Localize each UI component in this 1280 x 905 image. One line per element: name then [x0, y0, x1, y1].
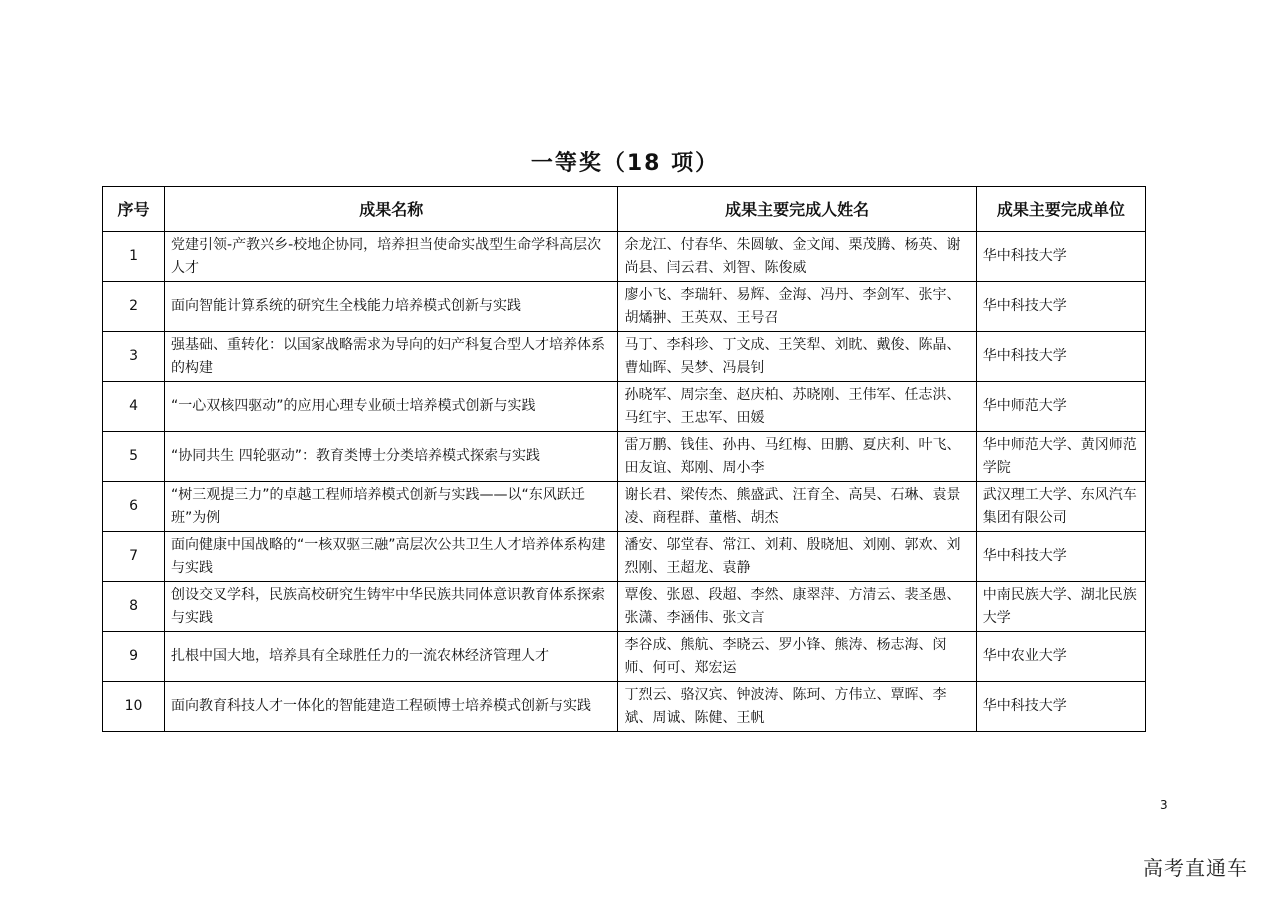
- institution: 武汉理工大学、东风汽车集团有限公司: [976, 482, 1145, 532]
- table-row: [103, 682, 1146, 732]
- table-header-row: [103, 187, 1146, 232]
- row-number: 1: [103, 232, 165, 282]
- contributors: 廖小飞、李瑞轩、易辉、金海、冯丹、李剑军、张宇、胡燏翀、王英双、王号召: [618, 282, 976, 332]
- header-number: 序号: [103, 187, 165, 232]
- document-title: 一等奖（18 项）: [530, 151, 720, 176]
- achievement-title: 创设交叉学科，民族高校研究生铸牢中华民族共同体意识教育体系探索与实践: [165, 582, 618, 632]
- page-number: 3: [1160, 798, 1168, 812]
- row-number: 6: [103, 482, 165, 532]
- header-people: 成果主要完成人姓名: [618, 187, 976, 232]
- contributors: 李谷成、熊航、李晓云、罗小锋、熊涛、杨志海、闵师、何可、郑宏运: [618, 632, 976, 682]
- row-number: 9: [103, 632, 165, 682]
- row-number: 3: [103, 332, 165, 382]
- table-row: [103, 532, 1146, 582]
- contributors: 覃俊、张恩、段超、李然、康翠萍、方清云、裴圣愚、张潇、李涵伟、张文言: [618, 582, 976, 632]
- table-row: [103, 582, 1146, 632]
- row-number: 2: [103, 282, 165, 332]
- contributors: 谢长君、梁传杰、熊盛武、汪育全、高昊、石琳、袁景凌、商程群、董楷、胡杰: [618, 482, 976, 532]
- institution: 华中师范大学: [976, 382, 1145, 432]
- table-row: [103, 632, 1146, 682]
- achievement-title: 面向健康中国战略的“一核双驱三融”高层次公共卫生人才培养体系构建与实践: [165, 532, 618, 582]
- achievement-title: 扎根中国大地，培养具有全球胜任力的一流农林经济管理人才: [165, 632, 618, 682]
- achievement-title: “树三观提三力”的卓越工程师培养模式创新与实践——以“东风跃迁班”为例: [165, 482, 618, 532]
- achievement-title: 党建引领-产教兴乡-校地企协同，培养担当使命实战型生命学科高层次人才: [165, 232, 618, 282]
- row-number: 7: [103, 532, 165, 582]
- row-number: 4: [103, 382, 165, 432]
- institution: 华中科技大学: [976, 332, 1145, 382]
- institution: 华中科技大学: [976, 232, 1145, 282]
- watermark-text: 高考直通车: [1143, 856, 1248, 880]
- institution: 华中师范大学、黄冈师范学院: [976, 432, 1145, 482]
- institution: 中南民族大学、湖北民族大学: [976, 582, 1145, 632]
- achievement-title: 面向教育科技人才一体化的智能建造工程硕博士培养模式创新与实践: [165, 682, 618, 732]
- institution: 华中科技大学: [976, 682, 1145, 732]
- header-title: 成果名称: [165, 187, 618, 232]
- achievement-title: “协同共生 四轮驱动”：教育类博士分类培养模式探索与实践: [165, 432, 618, 482]
- awards-table: [102, 186, 1146, 732]
- contributors: 余龙江、付春华、朱圆敏、金文闻、栗茂腾、杨英、谢尚县、闫云君、刘智、陈俊威: [618, 232, 976, 282]
- table-row: [103, 432, 1146, 482]
- contributors: 雷万鹏、钱佳、孙冉、马红梅、田鹏、夏庆利、叶飞、田友谊、郑刚、周小李: [618, 432, 976, 482]
- achievement-title: 面向智能计算系统的研究生全栈能力培养模式创新与实践: [165, 282, 618, 332]
- institution: 华中科技大学: [976, 282, 1145, 332]
- contributors: 马丁、李科珍、丁文成、王笑犁、刘眈、戴俊、陈晶、曹灿晖、吴梦、冯晨钊: [618, 332, 976, 382]
- achievement-title: 强基础、重转化：以国家战略需求为导向的妇产科复合型人才培养体系的构建: [165, 332, 618, 382]
- table-row: [103, 382, 1146, 432]
- table-row: [103, 282, 1146, 332]
- header-unit: 成果主要完成单位: [976, 187, 1145, 232]
- table-row: [103, 332, 1146, 382]
- table-row: [103, 482, 1146, 532]
- contributors: 潘安、邬堂春、常江、刘莉、殷晓旭、刘刚、郭欢、刘烈刚、王超龙、袁静: [618, 532, 976, 582]
- table-row: [103, 232, 1146, 282]
- row-number: 5: [103, 432, 165, 482]
- institution: 华中农业大学: [976, 632, 1145, 682]
- row-number: 8: [103, 582, 165, 632]
- institution: 华中科技大学: [976, 532, 1145, 582]
- contributors: 丁烈云、骆汉宾、钟波涛、陈珂、方伟立、覃晖、李斌、周诚、陈健、王帆: [618, 682, 976, 732]
- row-number: 10: [103, 682, 165, 732]
- contributors: 孙晓军、周宗奎、赵庆柏、苏晓刚、王伟军、任志洪、马红宇、王忠军、田媛: [618, 382, 976, 432]
- achievement-title: “一心双核四驱动”的应用心理专业硕士培养模式创新与实践: [165, 382, 618, 432]
